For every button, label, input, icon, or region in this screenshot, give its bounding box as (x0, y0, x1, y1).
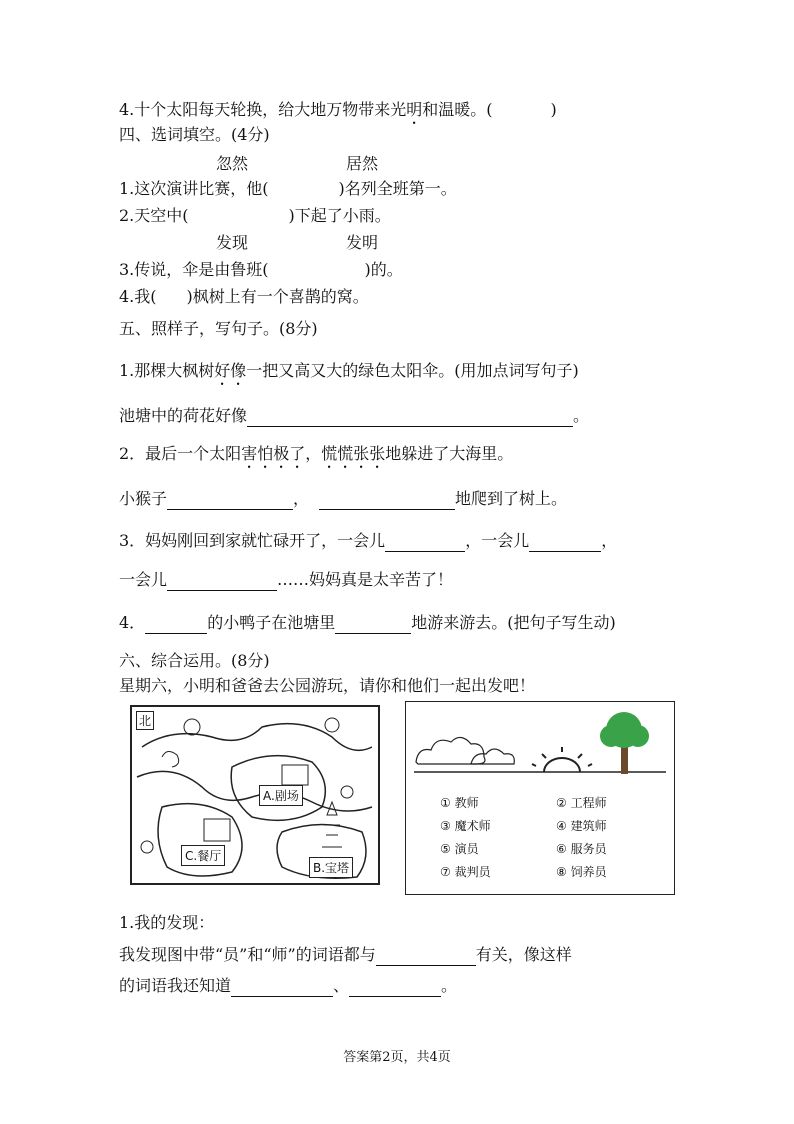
question-line (119, 975, 457, 997)
job-item: ⑦ 裁判员 (440, 865, 491, 879)
text-part: ，一会儿 (465, 531, 530, 550)
emphasis-char: 明 (406, 100, 423, 119)
question-line (119, 443, 513, 472)
answer-blank[interactable] (231, 978, 333, 997)
answer-blank[interactable] (376, 947, 476, 966)
text-part: 地躲进了大海里。 (385, 444, 514, 463)
map-label-a: A.剧场 (259, 785, 303, 806)
text-part: )下起了小雨。 (288, 206, 391, 225)
job-item: ③ 魔术师 (440, 819, 491, 833)
word-option: 发现 (216, 233, 249, 252)
word-option: 发明 (346, 233, 379, 252)
section-title: 四、选词填空。(4分) (119, 125, 270, 144)
text-part: 小猴子 (119, 489, 168, 508)
answer-blank[interactable] (529, 533, 601, 552)
answer-blank[interactable] (145, 615, 207, 634)
question-line (119, 360, 579, 389)
job-item: ④ 建筑师 (556, 819, 607, 833)
text-part: )枫树上有一个喜鹊的窝。 (186, 287, 369, 306)
text-part: ……妈妈真是太辛苦了！ (277, 570, 454, 589)
text-part: ， (293, 489, 310, 508)
section-title: 六、综合运用。(8分) (119, 651, 270, 670)
emphasis-word: 害怕极了 (241, 444, 306, 463)
question-line: 1.我的发现： (119, 913, 215, 932)
answer-blank[interactable] (335, 615, 411, 634)
text-part: 。 (573, 406, 590, 425)
text-part: 、 (333, 976, 350, 995)
item-text-part: 4.十个太阳每天轮换，给大地万物带来光 (119, 100, 407, 119)
text-part: 3.传说，伞是由鲁班( (119, 260, 269, 279)
text-part: 2．最后一个太阳 (119, 444, 242, 463)
text-part: 池塘中的荷花好像 (119, 406, 248, 425)
text-part: 4.我( (119, 287, 157, 306)
text-part: 1.这次演讲比赛，他( (119, 179, 269, 198)
emphasis-word: 好像 (214, 361, 247, 380)
emphasis-word: 慌慌张张 (321, 444, 386, 463)
text-part: )名列全班第一。 (338, 179, 457, 198)
page-footer: 答案第2页，共4页 (343, 1050, 451, 1065)
question-line (119, 259, 403, 281)
item-text-part: 和温暖。( (422, 100, 493, 119)
answer-blank[interactable] (167, 572, 277, 591)
job-item: ① 教师 (440, 796, 479, 810)
text-part: 。 (441, 976, 458, 995)
answer-blank[interactable] (349, 978, 441, 997)
text-part: 地游来游去。(把句子写生动) (411, 613, 616, 632)
text-part: )的。 (364, 260, 403, 279)
text-part: 2.天空中( (119, 206, 189, 225)
answer-blank[interactable] (385, 533, 465, 552)
map-label-c: C.餐厅 (181, 845, 225, 866)
answer-blank[interactable] (167, 491, 293, 510)
answer-blank[interactable] (319, 491, 455, 510)
answer-line (119, 405, 589, 427)
section-title: 五、照样子，写句子。(8分) (119, 319, 318, 338)
text-part: 3．妈妈刚回到家就忙碌开了，一会儿 (119, 531, 386, 550)
text-part: 我发现图中带“员”和“师”的词语都与 (119, 945, 376, 964)
text-part: 4． (119, 613, 146, 632)
question-line (119, 530, 617, 552)
question-line (119, 612, 616, 634)
text-part: 1.那棵大枫树 (119, 361, 215, 380)
text-part: ， (305, 444, 322, 463)
word-option: 居然 (346, 154, 379, 173)
answer-blank[interactable] (247, 408, 573, 427)
answer-line (119, 488, 567, 510)
text-part: 有关，像这样 (475, 945, 572, 964)
north-label: 北 (136, 711, 154, 730)
landscape-drawing (406, 702, 674, 782)
text-part: 一会儿 (119, 570, 168, 589)
text-part: 的小鸭子在池塘里 (207, 613, 336, 632)
text-part: ， (601, 531, 618, 550)
paren-close: ) (550, 100, 557, 119)
question-line (119, 944, 572, 966)
job-item: ② 工程师 (556, 796, 607, 810)
jobs-panel (405, 701, 675, 895)
intro-text: 星期六，小明和爸爸去公园游玩，请你和他们一起出发吧！ (119, 676, 536, 695)
map-label-b: B.宝塔 (309, 857, 353, 878)
job-item: ⑧ 饲养员 (556, 865, 607, 879)
question-line (119, 205, 391, 227)
question-line (119, 286, 369, 308)
text-part: 地爬到了树上。 (455, 489, 568, 508)
text-part: 的词语我还知道 (119, 976, 232, 995)
answer-line (119, 569, 453, 591)
word-option: 忽然 (216, 154, 249, 173)
park-map (130, 705, 380, 885)
job-item: ⑥ 服务员 (556, 842, 607, 856)
job-item: ⑤ 演员 (440, 842, 479, 856)
question-line (119, 178, 457, 200)
text-part: 一把又高又大的绿色太阳伞。(用加点词写句子) (246, 361, 579, 380)
